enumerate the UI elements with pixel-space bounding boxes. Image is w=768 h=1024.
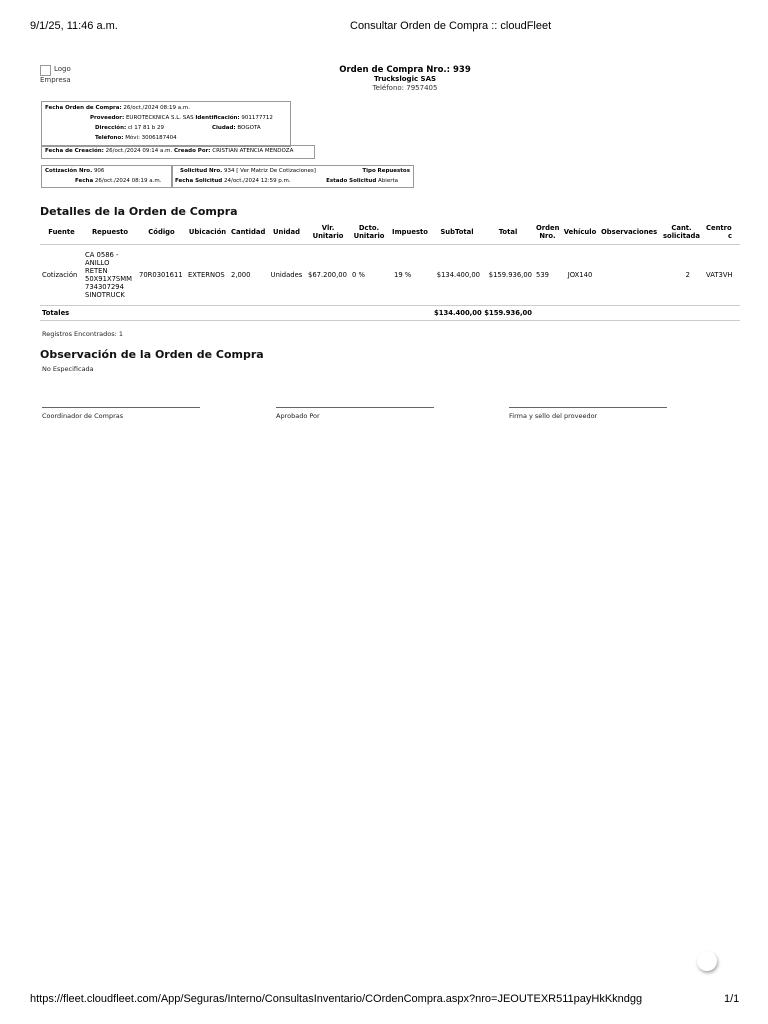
type-label: Tipo xyxy=(362,168,376,174)
col-centro: Centro c xyxy=(704,220,740,245)
request-date: 24/oct./2024 12:59 p.m. xyxy=(223,178,291,184)
cell-vehiculo: JOX140 xyxy=(561,245,599,306)
col-fuente: Fuente xyxy=(40,220,83,245)
request-type: Repuestos xyxy=(377,168,410,174)
cell-subtotal: $134.400,00 xyxy=(432,245,482,306)
company-logo xyxy=(40,65,90,84)
details-title: Detalles de la Orden de Compra xyxy=(40,205,238,218)
col-impuesto: Impuesto xyxy=(388,220,432,245)
col-cant-solicitada: Cant. solicitada xyxy=(659,220,704,245)
request-nro: 934 [ Ver Matriz De Cotizaciones] xyxy=(224,168,316,174)
city: BOGOTA xyxy=(237,125,261,131)
provider-id: 901177712 xyxy=(241,115,273,121)
order-title: Orden de Compra Nro.: 939 xyxy=(339,65,471,75)
details-table xyxy=(40,220,740,321)
col-orden-nro: Orden Nro. xyxy=(534,220,561,245)
request-status: Abierta xyxy=(378,178,398,184)
col-dcto-unitario: Dcto. Unitario xyxy=(350,220,388,245)
cell-centro: VAT3VH xyxy=(704,245,740,306)
cell-vlr-unitario: $67.200,00 xyxy=(306,245,350,306)
id-label: Identificación: xyxy=(195,115,240,121)
loading-spinner-icon xyxy=(697,951,717,971)
address-label: Dirección: xyxy=(95,125,127,131)
quote-nro-label: Cotización Nro. xyxy=(45,168,93,174)
order-date: 26/oct./2024 08:19 a.m. xyxy=(123,105,190,111)
cell-observaciones xyxy=(599,245,659,306)
cell-repuesto: CA 0586 - ANILLO RETEN 50X91X7SMM 734307294 SINOTRUCK xyxy=(83,245,137,306)
quote-info-box xyxy=(41,165,173,188)
cell-total: $159.936,00 xyxy=(482,245,534,306)
table-header-row xyxy=(40,220,740,245)
cell-cantidad: 2,000 xyxy=(229,245,267,306)
col-unidad: Unidad xyxy=(267,220,306,245)
col-total: Total xyxy=(482,220,534,245)
cell-orden: 539 xyxy=(534,245,561,306)
cell-fuente: Cotización xyxy=(40,245,83,306)
logo-alt-text: Logo Empresa xyxy=(40,65,71,84)
creation-date: 26/oct./2024 09:14 a.m. xyxy=(105,148,173,154)
col-subtotal: SubTotal xyxy=(432,220,482,245)
print-url: https://fleet.cloudfleet.com/App/Seguras/Interno/ConsultasInventario/COrdenCompra.aspx?nro=JEOUTEXR511payHkKkndgg xyxy=(30,993,643,1005)
request-nro-label: Solicitud Nro. xyxy=(180,168,223,174)
company-name: Truckslogic SAS xyxy=(373,75,437,83)
request-date-label: Fecha Solicitud xyxy=(175,178,223,184)
observations-text: No Especificada xyxy=(42,365,94,373)
order-date-label: Fecha Orden de Compra: xyxy=(45,105,122,111)
print-datetime: 9/1/25, 11:46 a.m. xyxy=(30,20,118,32)
col-vehiculo: Vehículo xyxy=(561,220,599,245)
city-label: Ciudad: xyxy=(212,125,236,131)
quote-date-label: Fecha xyxy=(75,178,94,184)
signature-proveedor: Firma y sello del proveedor xyxy=(509,407,667,420)
created-by-label: Creado Por: xyxy=(173,148,211,154)
cell-dcto: 0 % xyxy=(350,245,388,306)
col-cantidad: Cantidad xyxy=(229,220,267,245)
records-count: Registros Encontrados: 1 xyxy=(42,330,124,338)
totals-total: $159.936,00 xyxy=(482,306,534,321)
creation-info-box xyxy=(41,145,315,159)
totals-label: Totales xyxy=(40,306,432,321)
request-info-box xyxy=(171,165,414,188)
document-header xyxy=(280,66,530,93)
status-label: Estado Solicitud xyxy=(326,178,377,184)
created-by: CRISTIAN ATENCIA MENDOZA xyxy=(212,148,294,154)
provider-label: Proveedor: xyxy=(90,115,125,121)
phone-label: Teléfono: xyxy=(95,135,124,141)
address: cl 17 81 b 29 xyxy=(127,125,164,131)
col-repuesto: Repuesto xyxy=(83,220,137,245)
order-info-box xyxy=(41,101,291,147)
cell-impuesto: 19 % xyxy=(388,245,432,306)
creation-date-label: Fecha de Creación: xyxy=(45,148,104,154)
col-codigo: Código xyxy=(137,220,186,245)
company-phone: Teléfono: 7957405 xyxy=(372,84,438,92)
col-observaciones: Observaciones xyxy=(599,220,659,245)
cell-ubicacion: EXTERNOS xyxy=(186,245,229,306)
table-row xyxy=(40,245,740,306)
observations-title: Observación de la Orden de Compra xyxy=(40,348,264,361)
cell-cant-solicitada: 2 xyxy=(659,245,704,306)
print-title: Consultar Orden de Compra :: cloudFleet xyxy=(350,20,552,32)
totals-subtotal: $134.400,00 xyxy=(432,306,482,321)
signature-aprobado: Aprobado Por xyxy=(276,407,434,420)
broken-image-icon xyxy=(40,65,51,76)
cell-unidad: Unidades xyxy=(267,245,306,306)
totals-row xyxy=(40,306,740,321)
provider-phone: Móvi: 3006187404 xyxy=(125,135,177,141)
col-vlr-unitario: Vlr. Unitario xyxy=(306,220,350,245)
cell-codigo: 70R0301611 xyxy=(137,245,186,306)
quote-date: 26/oct./2024 08:19 a.m. xyxy=(94,178,162,184)
col-ubicacion: Ubicación xyxy=(186,220,229,245)
quote-nro: 906 xyxy=(93,168,105,174)
print-page-number: 1/1 xyxy=(724,993,740,1005)
provider: EUROTECKNICA S.L. SAS xyxy=(125,115,194,121)
signature-coordinador: Coordinador de Compras xyxy=(42,407,200,420)
